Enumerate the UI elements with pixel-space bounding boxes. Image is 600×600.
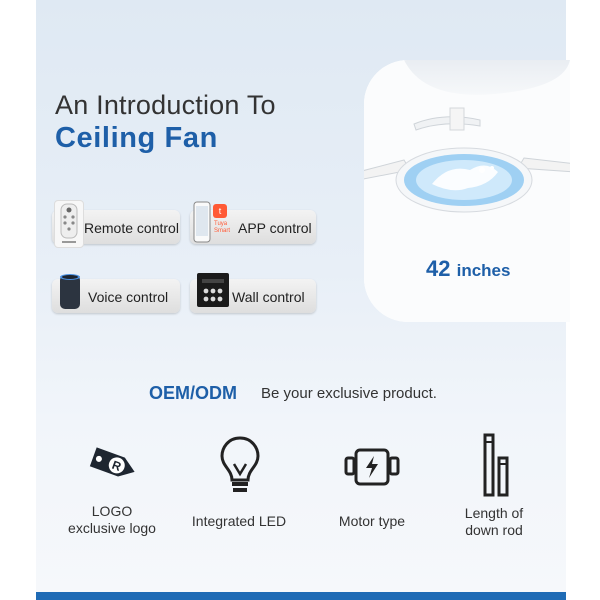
down-rod-icon <box>480 432 512 503</box>
oem-odm-label: OEM/ODM <box>149 383 237 403</box>
voice-control-label: Voice control <box>88 289 169 305</box>
remote-control-label: Remote control <box>84 220 179 236</box>
wall-panel-icon <box>196 271 230 317</box>
smart-speaker-icon <box>56 271 84 317</box>
fan-size-unit: inches <box>456 261 511 280</box>
motor-feature-label: Motor type <box>338 513 406 529</box>
page-subtitle: Ceiling Fan <box>55 122 218 154</box>
ceiling-fan-image <box>364 60 570 322</box>
remote-icon <box>54 200 84 248</box>
product-card <box>364 60 570 322</box>
logo-tag-icon <box>82 440 144 493</box>
wall-control-chip <box>190 279 316 313</box>
bottom-accent-bar <box>36 592 566 600</box>
bulb-icon <box>218 434 262 501</box>
remote-control-chip <box>52 210 180 244</box>
down-rod-feature-label: Length of down rod <box>464 505 524 538</box>
page-title: An Introduction To <box>55 90 276 120</box>
logo-feature-label: LOGO exclusive logo <box>68 503 156 536</box>
led-feature-label: Integrated LED <box>191 513 287 529</box>
voice-control-chip <box>52 279 180 313</box>
tuya-badge: Tuya Smart <box>214 221 231 234</box>
wall-control-label: Wall control <box>232 289 305 305</box>
svg-text:R: R <box>110 457 124 474</box>
fan-size-label <box>426 256 510 282</box>
svg-text:t: t <box>218 206 222 216</box>
oem-tagline: Be your exclusive product. <box>261 385 437 402</box>
app-control-label: APP control <box>238 220 312 236</box>
phone-app-icon <box>192 200 232 246</box>
fan-size-value: 42 <box>426 256 451 281</box>
app-control-chip <box>190 206 316 244</box>
motor-icon <box>344 446 400 493</box>
